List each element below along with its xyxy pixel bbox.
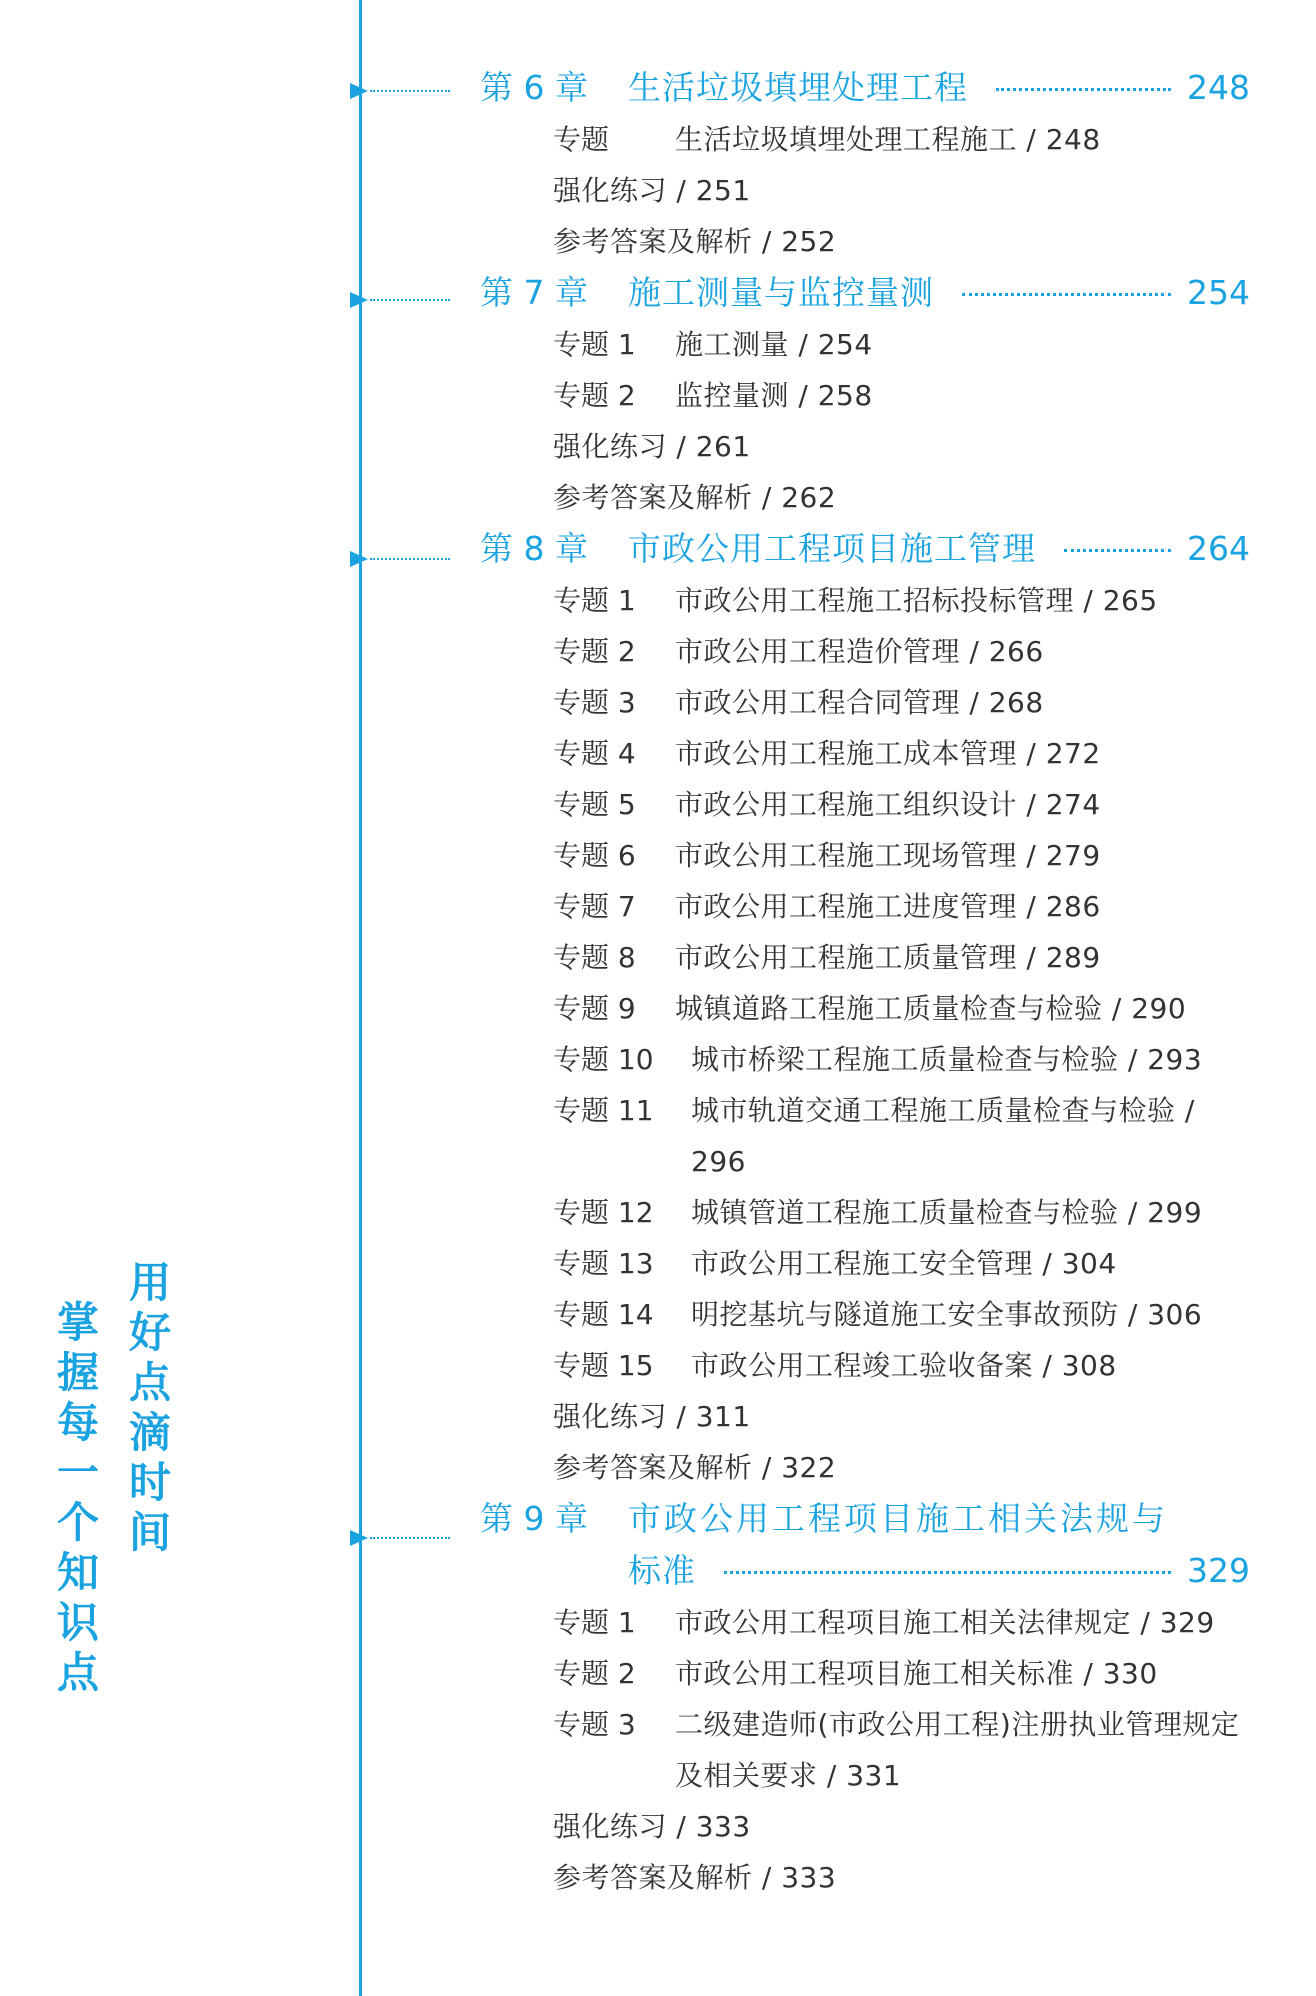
toc-item[interactable] <box>553 830 1250 881</box>
triangle-icon <box>350 551 368 567</box>
toc-item[interactable] <box>553 779 1250 830</box>
toc-item[interactable] <box>553 1187 1250 1238</box>
toc-item[interactable] <box>553 983 1250 1034</box>
topic-text: 城镇管道工程施工质量检查与检验 / 299 <box>691 1196 1203 1229</box>
topic-label: 专题 4 <box>553 737 636 770</box>
topic-text: 市政公用工程合同管理 / 268 <box>675 686 1044 719</box>
topic-text: 市政公用工程施工组织设计 / 274 <box>675 788 1101 821</box>
chapter-heading[interactable] <box>480 267 1250 319</box>
chapter-page: 248 <box>1187 68 1250 107</box>
toc-item[interactable] <box>553 216 1250 267</box>
dot-leader <box>1064 549 1171 552</box>
topic-label: 专题 1 <box>553 328 636 361</box>
toc-item[interactable] <box>553 370 1250 421</box>
chapter-heading[interactable] <box>480 523 1250 575</box>
dotted-connector <box>370 1537 450 1539</box>
topic-text: 城镇道路工程施工质量检查与检验 / 290 <box>675 992 1187 1025</box>
topic-text: 强化练习 / 311 <box>553 1400 751 1433</box>
chapter-page: 254 <box>1187 273 1250 312</box>
chapter-heading[interactable] <box>480 62 1250 114</box>
topic-text: 市政公用工程项目施工相关标准 / 330 <box>675 1657 1158 1690</box>
topic-text: 生活垃圾填埋处理工程施工 / 248 <box>675 123 1101 156</box>
topic-text: 强化练习 / 261 <box>553 430 751 463</box>
topic-text: 明挖基坑与隧道施工安全事故预防 / 306 <box>691 1298 1203 1331</box>
topic-label: 专题 9 <box>553 992 636 1025</box>
toc-item[interactable] <box>553 1801 1250 1852</box>
toc-item[interactable] <box>553 165 1250 216</box>
topic-label: 专题 6 <box>553 839 636 872</box>
toc-item[interactable] <box>553 626 1250 677</box>
topic-text: 强化练习 / 251 <box>553 174 751 207</box>
topic-label: 专题 13 <box>553 1247 654 1280</box>
chapter-8 <box>480 523 1250 1493</box>
topic-label: 专题 12 <box>553 1196 654 1229</box>
chapter-title-line1: 市政公用工程项目施工相关法规与 <box>628 1499 1168 1538</box>
topic-text: 市政公用工程施工成本管理 / 272 <box>675 737 1101 770</box>
toc-item[interactable] <box>553 1648 1250 1699</box>
dot-leader <box>996 88 1171 91</box>
toc-item[interactable] <box>553 1034 1250 1085</box>
toc-item[interactable] <box>553 677 1250 728</box>
chapter-number: 第 7 章 <box>480 273 588 312</box>
toc-item[interactable] <box>553 1289 1250 1340</box>
toc-item[interactable] <box>553 1442 1250 1493</box>
topic-label: 专题 1 <box>553 584 636 617</box>
chapter-title: 施工测量与监控量测 <box>628 273 934 312</box>
topic-text: 市政公用工程施工招标投标管理 / 265 <box>675 584 1158 617</box>
chapter-heading[interactable] <box>480 1493 1250 1597</box>
toc-item[interactable] <box>553 472 1250 523</box>
topic-label: 专题 15 <box>553 1349 654 1382</box>
toc-item[interactable] <box>553 1340 1250 1391</box>
chapter-marker <box>350 549 450 569</box>
chapter-page: 264 <box>1187 529 1250 568</box>
chapter-title-line2: 标准 <box>628 1551 696 1590</box>
topic-text: 参考答案及解析 / 262 <box>553 481 837 514</box>
topic-label: 专题 5 <box>553 788 636 821</box>
chapter-marker <box>350 290 450 310</box>
toc-item[interactable] <box>553 1597 1250 1648</box>
slogan-left: 掌握每一个知识点 <box>56 1298 99 1697</box>
topic-text: 市政公用工程项目施工相关法律规定 / 329 <box>675 1606 1215 1639</box>
topic-text: 城市桥梁工程施工质量检查与检验 / 293 <box>691 1043 1203 1076</box>
topic-text: 城市轨道交通工程施工质量检查与检验 / 296 <box>691 1094 1195 1178</box>
chapter-marker <box>350 81 450 101</box>
dotted-connector <box>370 558 450 560</box>
toc-item[interactable] <box>553 728 1250 779</box>
dotted-connector <box>370 299 450 301</box>
topic-label: 专题 1 <box>553 1606 636 1639</box>
chapter-number: 第 6 章 <box>480 68 588 107</box>
topic-label: 专题 2 <box>553 1657 636 1690</box>
toc-item[interactable] <box>553 1085 1250 1187</box>
topic-label: 专题 3 <box>553 1708 636 1741</box>
table-of-contents <box>480 62 1250 1903</box>
slogan-right: 用好点滴时间 <box>128 1258 171 1557</box>
dotted-connector <box>370 90 450 92</box>
chapter-6 <box>480 62 1250 267</box>
triangle-icon <box>350 83 368 99</box>
toc-item[interactable] <box>553 1852 1250 1903</box>
topic-text: 市政公用工程造价管理 / 266 <box>675 635 1044 668</box>
topic-label: 专题 8 <box>553 941 636 974</box>
topic-text: 市政公用工程竣工验收备案 / 308 <box>691 1349 1117 1382</box>
chapter-title: 市政公用工程项目施工管理 <box>628 529 1036 568</box>
topic-text: 市政公用工程施工现场管理 / 279 <box>675 839 1101 872</box>
dot-leader <box>962 293 1171 296</box>
toc-item[interactable] <box>553 421 1250 472</box>
topic-label: 专题 <box>553 123 610 156</box>
dot-leader <box>724 1571 1171 1574</box>
toc-item[interactable] <box>553 932 1250 983</box>
topic-text: 市政公用工程施工进度管理 / 286 <box>675 890 1101 923</box>
topic-label: 专题 3 <box>553 686 636 719</box>
topic-label: 专题 7 <box>553 890 636 923</box>
topic-text: 参考答案及解析 / 333 <box>553 1861 837 1894</box>
chapter-number: 第 8 章 <box>480 529 588 568</box>
topic-text: 强化练习 / 333 <box>553 1810 751 1843</box>
toc-item[interactable] <box>553 1391 1250 1442</box>
topic-text: 参考答案及解析 / 322 <box>553 1451 837 1484</box>
topic-text: 参考答案及解析 / 252 <box>553 225 837 258</box>
toc-item[interactable] <box>553 575 1250 626</box>
chapter-7 <box>480 267 1250 523</box>
topic-label: 专题 10 <box>553 1043 654 1076</box>
chapter-9 <box>480 1493 1250 1903</box>
chapter-page: 329 <box>1187 1551 1250 1590</box>
toc-item[interactable] <box>553 881 1250 932</box>
topic-label: 专题 2 <box>553 635 636 668</box>
chapter-number: 第 9 章 <box>480 1499 588 1538</box>
topic-label: 专题 11 <box>553 1094 654 1127</box>
chapter-marker <box>350 1528 450 1548</box>
toc-item[interactable] <box>553 319 1250 370</box>
toc-item[interactable] <box>553 1238 1250 1289</box>
chapter-title: 生活垃圾填埋处理工程 <box>628 68 968 107</box>
topic-label: 专题 14 <box>553 1298 654 1331</box>
triangle-icon <box>350 292 368 308</box>
topic-text: 监控量测 / 258 <box>675 379 873 412</box>
topic-text: 市政公用工程施工质量管理 / 289 <box>675 941 1101 974</box>
topic-label: 专题 2 <box>553 379 636 412</box>
topic-text: 施工测量 / 254 <box>675 328 873 361</box>
topic-text: 市政公用工程施工安全管理 / 304 <box>691 1247 1117 1280</box>
triangle-icon <box>350 1530 368 1546</box>
topic-text: 二级建造师(市政公用工程)注册执业管理规定及相关要求 / 331 <box>675 1708 1240 1792</box>
toc-item[interactable] <box>553 1699 1250 1801</box>
toc-item[interactable] <box>553 114 1250 165</box>
